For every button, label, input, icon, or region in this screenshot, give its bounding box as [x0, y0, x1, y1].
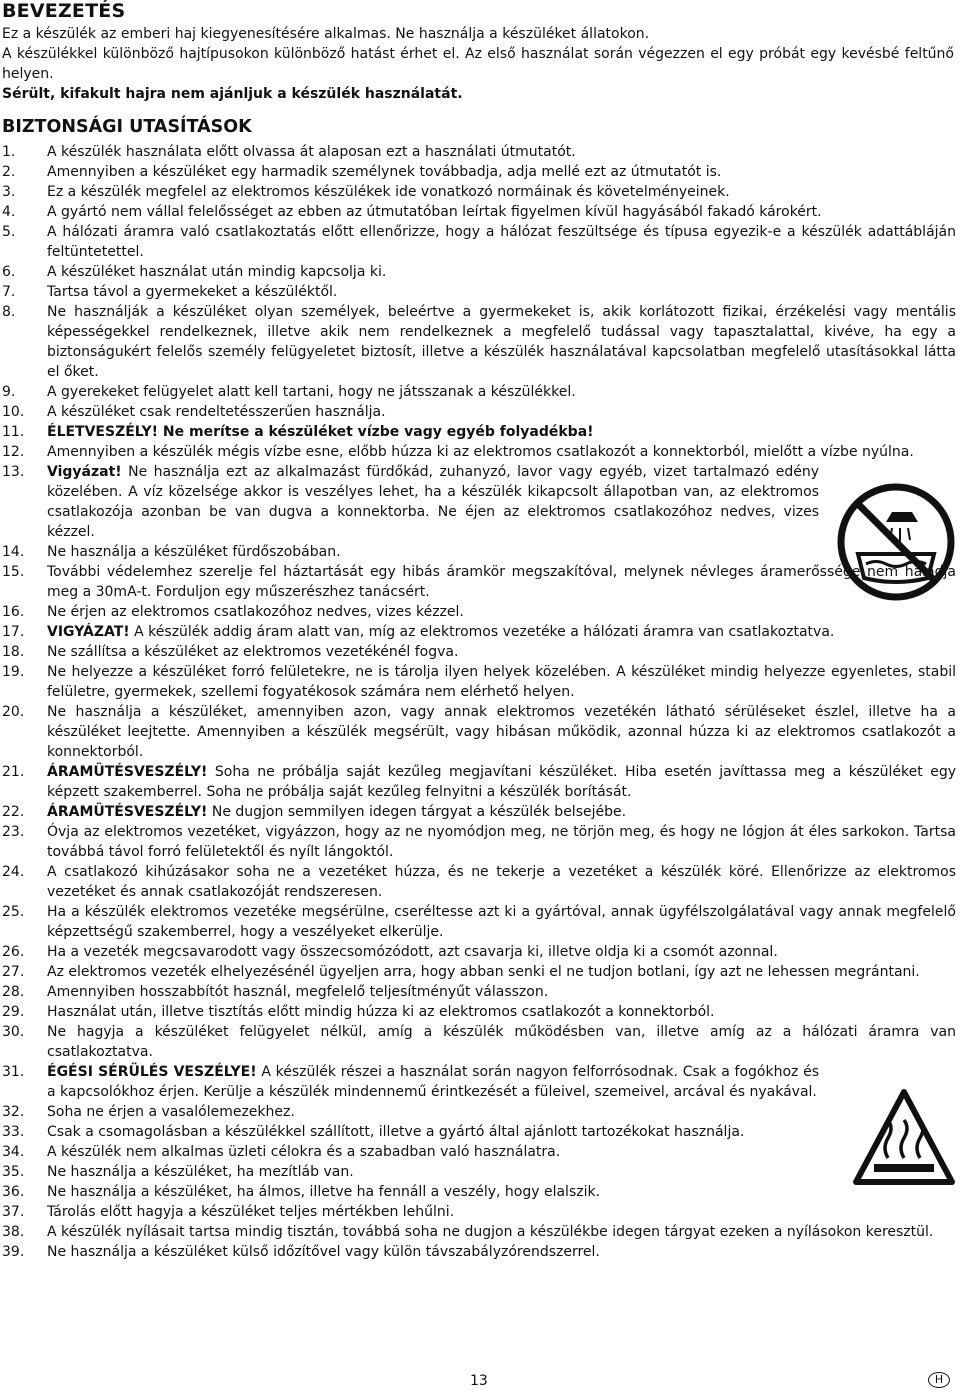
- item-text: [47, 1102, 956, 1122]
- item-text: [47, 382, 956, 402]
- item-text: [47, 1242, 956, 1262]
- item-number: 39.: [2, 1244, 25, 1260]
- item-number: 25.: [2, 904, 25, 920]
- intro-line: Ez a készülék az emberi haj kiegyenesítésére alkalmas. Ne használja a készüléket állatokon.: [2, 26, 650, 42]
- item-body: Tartsa távol a gyermekeket a készüléktől.: [47, 284, 338, 300]
- no-bath-shower-icon: [836, 482, 956, 602]
- item-warning: ÉLETVESZÉLY! Ne merítse a készüléket vízbe vagy egyéb folyadékba!: [47, 424, 594, 440]
- intro-line: A készülékkel különböző hajtípusokon különböző hatást érhet el. Az első használat során végezzen el egy próbát egy kevésbé feltűnő helyen.: [2, 46, 954, 82]
- list-item: [2, 382, 956, 402]
- item-number: 15.: [2, 564, 25, 580]
- item-body: Ne helyezze a készüléket forró felületekre, ne is tárolja ilyen helyek közelében. A készüléket mindig helyezze egyenletes, stabil felületre, gyermekek, szellemi fogyatékosok számára nem elérhető helyen.: [47, 664, 956, 700]
- item-number: 16.: [2, 604, 25, 620]
- item-text: [47, 402, 956, 422]
- list-item: [2, 1202, 956, 1222]
- item-text: [47, 762, 956, 802]
- item-body: A gyártó nem vállal felelősséget az ebben az útmutatóban leírtak figyelmen kívül hagyásából fakadó károkért.: [47, 204, 822, 220]
- list-item: [2, 1062, 956, 1102]
- item-number: 34.: [2, 1144, 25, 1160]
- list-item: [2, 422, 956, 442]
- item-number: 8.: [2, 304, 16, 320]
- item-text: [47, 622, 956, 642]
- list-item: [2, 642, 956, 662]
- item-number: 14.: [2, 544, 25, 560]
- item-number: 6.: [2, 264, 16, 280]
- country-code-badge: H: [928, 1372, 950, 1388]
- item-text: [47, 442, 956, 462]
- item-body: Ne használja a készüléket külső időzítővel vagy külön távszabályzórendszerrel.: [47, 1244, 600, 1260]
- item-body: Ne dugjon semmilyen idegen tárgyat a készülék belsejébe.: [207, 804, 627, 820]
- item-number: 10.: [2, 404, 25, 420]
- item-body: Ne használja a készüléket fürdőszobában.: [47, 544, 341, 560]
- item-body: A készülék használata előtt olvassa át alaposan ezt a használati útmutatót.: [47, 144, 576, 160]
- list-item: [2, 622, 956, 642]
- item-body: A hálózati áramra való csatlakoztatás előtt ellenőrizze, hogy a hálózat feszültsége és típusa egyezik-e a készülék adattábláján feltüntetettel.: [47, 224, 956, 260]
- list-item: [2, 162, 956, 182]
- list-item: [2, 1242, 956, 1262]
- list-item: [2, 462, 956, 542]
- item-text: [47, 202, 956, 222]
- list-item: [2, 1222, 956, 1242]
- item-number: 36.: [2, 1184, 25, 1200]
- item-number: 38.: [2, 1224, 25, 1240]
- item-body: A készülék addig áram alatt van, míg az elektromos vezetéke a hálózati áramra van csatlakoztatva.: [129, 624, 835, 640]
- item-number: 22.: [2, 804, 25, 820]
- list-item: [2, 402, 956, 422]
- item-number: 1.: [2, 144, 16, 160]
- item-text: [47, 462, 956, 542]
- item-number: 9.: [2, 384, 16, 400]
- item-body: Amennyiben a készülék mégis vízbe esne, előbb húzza ki az elektromos csatlakozót a konnektorból, mielőtt a vízbe nyúlna.: [47, 444, 914, 460]
- item-body: Ez a készülék megfelel az elektromos készülékek ide vonatkozó normáinak és követelményeinek.: [47, 184, 730, 200]
- item-body: Használat után, illetve tisztítás előtt mindig húzza ki az elektromos csatlakozót a konnektorból.: [47, 1004, 715, 1020]
- item-body: Ne szállítsa a készüléket az elektromos vezetékénél fogva.: [47, 644, 459, 660]
- item-text: [47, 982, 956, 1002]
- item-body: Ne használja a készüléket, ha álmos, illetve ha fennáll a veszély, hogy elalszik.: [47, 1184, 601, 1200]
- list-item: [2, 602, 956, 622]
- list-item: [2, 302, 956, 382]
- item-text: [47, 142, 956, 162]
- list-item: [2, 702, 956, 762]
- item-text: [47, 1022, 956, 1062]
- safety-list: [2, 142, 956, 1262]
- item-body: Ne használja a készüléket, ha mezítláb van.: [47, 1164, 354, 1180]
- list-item: [2, 182, 956, 202]
- list-item: [2, 1142, 956, 1162]
- item-body: Ne használja ezt az alkalmazást fürdőkád, zuhanyzó, lavor vagy egyéb, vizet tartalmazó edény közelében. A víz közelsége akkor is veszélyes lehet, ha a készülék kikapcsolt állapotban van, az elektromos csatlakozója azonban be van dugva a konnektorba. Ne éjen az elektromos csatlakozóhoz nedves, vizes kézzel.: [47, 464, 819, 540]
- list-item: [2, 202, 956, 222]
- item-number: 18.: [2, 644, 25, 660]
- item-body: Ne használja a készüléket, amennyiben azon, vagy annak elektromos vezetékén látható sérüléseket észlel, illetve ha a készüléket leejtette. Amennyiben a készülék megsérült, vagy hibásan működik, azonnal húzza ki az elektromos csatlakozót a konnektorból.: [47, 704, 956, 760]
- item-warning: Vigyázat!: [47, 464, 122, 480]
- list-item: [2, 442, 956, 462]
- item-text: [47, 962, 956, 982]
- list-item: [2, 1102, 956, 1122]
- item-number: 33.: [2, 1124, 25, 1140]
- item-number: 5.: [2, 224, 16, 240]
- item-number: 2.: [2, 164, 16, 180]
- item-body: Ne használják a készüléket olyan személyek, beleértve a gyermekeket is, akik korlátozott fizikai, érzékelési vagy mentális képességekkel rendelkeznek, illetve akik nem rendelkeznek a megfelelő tudással vagy tapasztalattal, kivéve, ha egy a biztonságukért felelős személy felügyeletet biztosít, illetve a készülék használatával kapcsolatban megfelelő utasításokkal látta el őket.: [47, 304, 956, 380]
- list-item: [2, 902, 956, 942]
- list-item: [2, 942, 956, 962]
- item-text: [47, 562, 956, 602]
- item-body: A készüléket csak rendeltetésszerűen használja.: [47, 404, 386, 420]
- item-number: 31.: [2, 1064, 25, 1080]
- item-text: [47, 422, 956, 442]
- heading-introduction: BEVEZETÉS: [2, 0, 126, 22]
- item-number: 4.: [2, 204, 16, 220]
- item-body: További védelemhez szerelje fel háztartását egy hibás áramkör megszakítóval, melynek névleges áramerőssége nem haladja meg a 30mA-t. Forduljon egy műszerészhez tanácsért.: [47, 564, 956, 600]
- item-warning: VIGYÁZAT!: [47, 624, 130, 640]
- item-body: Amennyiben a készüléket egy harmadik személynek továbbadja, adja mellé ezt az útmutatót is.: [47, 164, 722, 180]
- item-text: [47, 222, 956, 262]
- item-number: 19.: [2, 664, 25, 680]
- intro-warning: Sérült, kifakult hajra nem ajánljuk a készülék használatát.: [2, 86, 463, 102]
- item-number: 35.: [2, 1164, 25, 1180]
- list-item: [2, 862, 956, 902]
- item-body: A csatlakozó kihúzásakor soha ne a vezetéket húzza, és ne tekerje a vezetéket a készülék köré. Ellenőrizze az elektromos vezetéket és annak csatlakozóját rendszeresen.: [47, 864, 956, 900]
- item-warning: ÉGÉSI SÉRÜLÉS VESZÉLYE!: [47, 1064, 257, 1080]
- list-item: [2, 562, 956, 602]
- item-number: 17.: [2, 624, 25, 640]
- item-text: [47, 1122, 956, 1142]
- item-number: 26.: [2, 944, 25, 960]
- item-number: 24.: [2, 864, 25, 880]
- item-text: [47, 302, 956, 382]
- list-item: [2, 1002, 956, 1022]
- item-number: 28.: [2, 984, 25, 1000]
- item-number: 20.: [2, 704, 25, 720]
- item-body: Soha ne próbálja saját kezűleg megjavítani készüléket. Hiba esetén javíttassa meg a készüléket egy képzett szakemberrel. Soha ne próbálja saját kezűleg felnyitni a készülék borítását.: [47, 764, 956, 800]
- item-number: 21.: [2, 764, 25, 780]
- item-number: 27.: [2, 964, 25, 980]
- item-number: 23.: [2, 824, 25, 840]
- item-text: [47, 802, 956, 822]
- intro-paragraph: [2, 24, 954, 104]
- list-item: [2, 962, 956, 982]
- list-item: [2, 802, 956, 822]
- item-text: [47, 182, 956, 202]
- item-text: [47, 1202, 956, 1222]
- list-item: [2, 662, 956, 702]
- item-text: [47, 1182, 956, 1202]
- list-item: [2, 762, 956, 802]
- list-item: [2, 262, 956, 282]
- item-body: A készülék nem alkalmas üzleti célokra és a szabadban való használatra.: [47, 1144, 561, 1160]
- item-text: [47, 162, 956, 182]
- item-text: [47, 262, 956, 282]
- item-text: [47, 1142, 956, 1162]
- list-item: [2, 1122, 956, 1142]
- list-item: [2, 222, 956, 262]
- item-number: 12.: [2, 444, 25, 460]
- item-text: [47, 862, 956, 902]
- list-item: [2, 142, 956, 162]
- item-number: 29.: [2, 1004, 25, 1020]
- item-body: Ne hagyja a készüléket felügyelet nélkül, amíg a készülék működésben van, illetve amíg az a hálózati áramra van csatlakoztatva.: [47, 1024, 956, 1060]
- item-number: 7.: [2, 284, 16, 300]
- item-number: 3.: [2, 184, 16, 200]
- list-item: [2, 1162, 956, 1182]
- item-number: 13.: [2, 464, 25, 480]
- list-item: [2, 1182, 956, 1202]
- item-text: [47, 1002, 956, 1022]
- item-warning: ÁRAMÜTÉSVESZÉLY!: [47, 804, 208, 820]
- item-body: Óvja az elektromos vezetéket, vigyázzon, hogy az ne nyomódjon meg, ne törjön meg, és hogy ne lógjon át éles sarkokon. Tartsa továbbá távol forró felületektől és nyílt lángoktól.: [47, 824, 956, 860]
- item-body: Csak a csomagolásban a készülékkel szállított, illetve a gyártó által ajánlott tartozékokat használja.: [47, 1124, 745, 1140]
- item-text: [47, 1222, 956, 1242]
- item-body: Soha ne érjen a vasalólemezekhez.: [47, 1104, 295, 1120]
- item-text: [47, 822, 956, 862]
- item-body: Ha a készülék elektromos vezetéke megsérülne, cseréltesse azt ki a gyártóval, annak ügyfélszolgálatával vagy annak megfelelő képzettségű szakemberrel, hogy a veszélyeket elkerülje.: [47, 904, 956, 940]
- item-body: Ne érjen az elektromos csatlakozóhoz nedves, vizes kézzel.: [47, 604, 464, 620]
- page-number: 13: [470, 1373, 488, 1389]
- item-warning: ÁRAMÜTÉSVESZÉLY!: [47, 764, 208, 780]
- item-text: [47, 902, 956, 942]
- list-item: [2, 822, 956, 862]
- item-text: [47, 642, 956, 662]
- item-number: 32.: [2, 1104, 25, 1120]
- item-text: [47, 942, 956, 962]
- item-text: [47, 542, 956, 562]
- item-text: [47, 702, 956, 762]
- list-item: [2, 982, 956, 1002]
- item-text: [47, 1062, 956, 1102]
- item-body: Ha a vezeték megcsavarodott vagy összecsomózódott, azt csavarja ki, illetve oldja ki a csomót azonnal.: [47, 944, 778, 960]
- item-body: Tárolás előtt hagyja a készüléket teljes mértékben lehűlni.: [47, 1204, 455, 1220]
- list-item: [2, 1022, 956, 1062]
- item-body: A készüléket használat után mindig kapcsolja ki.: [47, 264, 387, 280]
- hot-surface-warning-icon: [852, 1086, 956, 1190]
- item-text: [47, 662, 956, 702]
- item-body: A készülék részei a használat során nagyon felforrósodnak. Csak a fogókhoz és a kapcsolókhoz érjen. Kerülje a készülék mindennemű érintkezését a füleivel, szemeivel, arcával és nyakával.: [47, 1064, 819, 1100]
- item-number: 30.: [2, 1024, 25, 1040]
- item-text: [47, 1162, 956, 1182]
- item-number: 37.: [2, 1204, 25, 1220]
- item-body: Amennyiben hosszabbítót használ, megfelelő teljesítményűt válasszon.: [47, 984, 549, 1000]
- item-number: 11.: [2, 424, 25, 440]
- heading-safety-instructions: BIZTONSÁGI UTASÍTÁSOK: [2, 117, 252, 137]
- item-body: A készülék nyílásait tartsa mindig tisztán, továbbá soha ne dugjon a készülékbe idegen tárgyat ezeken a nyílásokon keresztül.: [47, 1224, 934, 1240]
- list-item: [2, 542, 956, 562]
- item-text: [47, 282, 956, 302]
- item-text: [47, 602, 956, 622]
- item-body: A gyerekeket felügyelet alatt kell tartani, hogy ne játsszanak a készülékkel.: [47, 384, 576, 400]
- list-item: [2, 282, 956, 302]
- item-body: Az elektromos vezeték elhelyezésénél ügyeljen arra, hogy abban senki el ne tudjon botlani, így azt ne lehessen megrántani.: [47, 964, 920, 980]
